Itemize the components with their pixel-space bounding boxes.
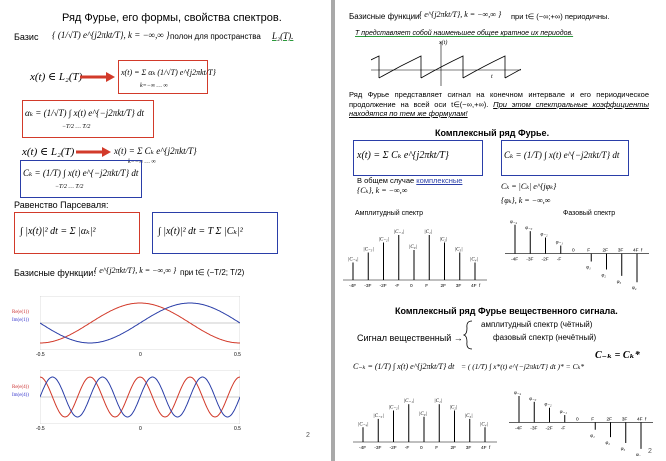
spectrum-line-label: |C₂| — [439, 237, 448, 243]
plot2-ylabel-im: Im(e(4)) — [12, 393, 29, 398]
page-title: Ряд Фурье, его формы, свойства спектров. — [62, 12, 282, 24]
spectrum-tick-label: 0 — [576, 417, 579, 423]
spectrum-line-label: φ₂ — [601, 273, 607, 279]
plot1-xtick-left: -0.5 — [36, 352, 45, 358]
plot1-ylabel-im: Im(e(1)) — [12, 318, 29, 323]
basis-functions-formula: { e^{j2πkt/T}, k = −∞,∞ } — [94, 266, 177, 275]
amplitude-spectrum-label: Амплитудный спектр — [355, 210, 424, 217]
spectrum-tick-label: -2F — [379, 284, 387, 289]
spectrum-line-label: φ₃ — [616, 279, 622, 285]
period-note: T представляет собой наименьшее общее кратное их периодов. — [355, 30, 574, 37]
basis-complete-text: полон для пространства — [170, 32, 261, 41]
spectrum-line-label: |C₀| — [409, 245, 417, 250]
periodic-signal-plot — [371, 40, 521, 86]
basis-functions-tail: при t∈ (−∞;+∞) периодичны. — [511, 12, 610, 21]
complex-formula-2: Cₖ = (1/T) ∫ x(t) e^{−j2πkt/T} dt — [504, 150, 620, 160]
plot1-ylabel-re: Re(e(1)) — [12, 310, 29, 315]
spectrum-tick-label: -F — [560, 426, 566, 432]
real-signal-label: Сигнал вещественный → — [357, 333, 463, 343]
plot1-xtick-mid: 0 — [139, 352, 142, 358]
amp-even-label — [481, 320, 592, 329]
spectrum-line-label: |C₋₃| — [363, 247, 374, 253]
spectrum-line-label: |C₋₃| — [373, 413, 384, 419]
phase-spectrum-chart-real — [505, 386, 655, 456]
formula-alpha-series: x(t) = Σ αₖ (1/√T) e^{j2πkt/T} — [121, 68, 216, 77]
spectrum-line-label: φ₋₃ — [529, 396, 537, 402]
spectrum-tick-label: 0 — [420, 446, 423, 451]
spectrum-tick-label: 3F — [465, 446, 472, 451]
spectrum-tick-label: 4F — [633, 248, 639, 254]
spectrum-line-label: |C₋₁| — [403, 399, 415, 405]
spectrum-line-label: φ₄ — [636, 452, 641, 456]
spectrum-line-label: |C₋₂| — [388, 405, 399, 411]
formula-alpha-coef-limits: −T/2 … T/2 — [62, 124, 91, 130]
parseval-formula-2: ∫ |x(t)|² dt = T Σ |Cₖ|² — [158, 226, 243, 237]
parseval-formula-1: ∫ |x(t)|² dt = Σ |αₖ|² — [20, 226, 96, 237]
signal-label: x(t) — [439, 40, 448, 46]
spectrum-tick-label: f — [489, 446, 491, 451]
spectrum-tick-label: F — [425, 284, 429, 289]
signal-curve — [371, 56, 521, 78]
spectrum-line-label: φ₋₄ — [514, 390, 522, 396]
formula-box-alpha-coef — [22, 100, 154, 138]
spectrum-tick-label: -F — [394, 284, 400, 289]
red-arrow-1 — [80, 71, 116, 83]
signal-axis-label: t — [491, 74, 493, 80]
spectrum-tick-label: -F — [556, 257, 562, 263]
spectrum-tick-label: -3F — [530, 426, 538, 432]
general-case-text: В общем случае — [357, 176, 415, 185]
basis-functions-label-r: Базисные функции: — [349, 12, 422, 21]
complex-word: комплексные — [416, 176, 463, 185]
amp-even-text: амплитудный спектр (чётный) — [481, 320, 593, 329]
spectrum-line-label: |C₁| — [434, 399, 443, 405]
spectrum-line-label: φ₋₁ — [559, 410, 567, 416]
spectrum-tick-label: -3F — [526, 257, 534, 263]
complex-formula-1: x(t) = Σ Cₖ e^{j2πkt/T} — [357, 150, 449, 161]
spectrum-tick-label: -3F — [364, 284, 372, 289]
spectrum-tick-label: 0 — [410, 284, 413, 289]
spectrum-tick-label: 4F — [637, 417, 643, 423]
spectrum-line-label: φ₋₂ — [544, 402, 552, 408]
amplitude-spectrum-chart — [339, 218, 489, 290]
spectrum-tick-label: 2F — [602, 248, 609, 254]
spectrum-tick-label: F — [587, 248, 591, 254]
left-page — [0, 0, 331, 461]
spectrum-tick-label: -2F — [545, 426, 553, 432]
basis-functions-formula-r: { e^{j2πkt/T}, k = −∞,∞ } — [419, 10, 502, 19]
spectrum-line-label: φ₋₁ — [555, 240, 563, 246]
spectrum-tick-label: F — [435, 446, 439, 451]
basis-functions-range: при t∈ (−T/2; T/2) — [180, 268, 245, 277]
spectrum-line-label: |C₀| — [419, 411, 427, 417]
spectrum-line-label: |C₄| — [480, 422, 488, 428]
formula-box-c-coef — [20, 160, 142, 198]
plot2-ylabel-re: Re(e(4)) — [12, 385, 29, 390]
phase-spectrum-label: Фазовый спектр — [563, 210, 616, 217]
spectrum-tick-label: 2F — [606, 417, 613, 423]
spectrum-tick-label: 3F — [621, 417, 628, 423]
red-arrow-2 — [76, 146, 112, 158]
paragraph-1 — [349, 90, 649, 119]
spectrum-line-label: φ₋₄ — [510, 219, 518, 225]
spectrum-tick-label: -2F — [389, 446, 397, 451]
space-label: L₂(T). — [272, 31, 294, 41]
real-formula-1: C₋ₖ = (1/T) ∫ x(t) e^{j2πkt/T} dt — [353, 362, 455, 371]
spectrum-tick-label: 4F — [471, 284, 477, 289]
spectrum-tick-label: f — [645, 417, 647, 423]
phi-set: {φₖ}, k = −∞,∞ — [501, 196, 551, 205]
phase-spectrum-chart — [501, 214, 651, 290]
ck-set: {Cₖ}, k = −∞,∞ — [357, 186, 408, 195]
spectrum-line-label: |C₄| — [470, 257, 478, 263]
formula-c-coef: Cₖ = (1/T) ∫ x(t) e^{−j2πkt/T} dt — [23, 168, 139, 178]
page-number-right: 2 — [648, 448, 652, 455]
real-formula-3: C₋ₖ = Cₖ* — [595, 350, 640, 361]
spectrum-tick-label: -4F — [515, 426, 523, 432]
spectrum-line-label: φ₃ — [620, 446, 626, 452]
brace-icon — [463, 320, 473, 350]
basis-formula: { (1/√T) e^{j2πkt/T}, k = −∞,∞ } — [52, 30, 170, 40]
page-number-left: 2 — [306, 432, 310, 439]
right-page — [335, 0, 666, 461]
spectrum-line-label: |C₋₄| — [358, 422, 369, 428]
spectrum-tick-label: -4F — [511, 257, 519, 263]
spectrum-tick-label: 2F — [440, 284, 447, 289]
spectrum-line-label: φ₁ — [590, 433, 595, 439]
spectrum-line-label: φ₋₂ — [540, 232, 548, 238]
spectrum-line-label: |C₋₂| — [378, 237, 389, 243]
basis-functions-label: Базисные функции: — [14, 268, 96, 278]
spectrum-tick-label: F — [591, 417, 595, 423]
phase-odd-text: фазовый спектр (нечётный) — [493, 333, 597, 342]
spectrum-tick-label: 3F — [617, 248, 624, 254]
plot-basis-k1 — [40, 296, 240, 350]
spectrum-line-label: |C₋₄| — [348, 257, 359, 263]
paragraph-1-italic: При этом спектральные коэффициенты находятся по тем же формулам! — [349, 99, 649, 118]
amplitude-spectrum-chart-real — [349, 388, 499, 452]
phase-odd-label — [493, 333, 596, 342]
general-case — [357, 176, 462, 185]
complex-series-title: Комплексный ряд Фурье. — [435, 128, 550, 138]
plot2-xtick-mid: 0 — [139, 426, 142, 432]
spectrum-line-label: φ₂ — [605, 441, 611, 447]
formula-alpha-series-limits: k=−∞ … ∞ — [140, 83, 168, 89]
plot1-xtick-right: 0.5 — [234, 352, 241, 358]
spectrum-tick-label: -F — [404, 446, 410, 451]
formula-alpha-coef: αₖ = (1/√T) ∫ x(t) e^{−j2πkt/T} dt — [25, 108, 145, 118]
spectrum-line-label: φ₋₃ — [525, 226, 533, 232]
spectrum-line-label: |C₃| — [454, 247, 463, 253]
formula-x-in-l2-2: x(t) ∈ L₂(T) — [22, 146, 75, 158]
real-formula-2: = ( (1/T) ∫ x*(t) e^{−j2πkt/T} dt )* = Cₖ* — [461, 362, 585, 371]
formula-x-in-l2: x(t) ∈ L₂(T) — [30, 71, 83, 83]
formula-c-coef-limits: −T/2 … T/2 — [55, 184, 84, 190]
spectrum-line-label: |C₋₁| — [393, 230, 405, 235]
formula-c-series: x(t) = Σ Cₖ e^{j2πkt/T} — [114, 146, 197, 156]
spectrum-tick-label: 3F — [455, 284, 462, 289]
parseval-label: Равенство Парсеваля: — [14, 200, 109, 210]
spectrum-tick-label: f — [641, 248, 643, 254]
spectrum-tick-label: 0 — [572, 248, 575, 254]
real-signal-title: Комплексный ряд Фурье вещественного сигнала. — [395, 306, 618, 316]
spectrum-tick-label: 4F — [481, 446, 487, 451]
basis-label: Базис — [14, 32, 39, 42]
spectrum-tick-label: -3F — [374, 446, 382, 451]
spectrum-line-label: |C₂| — [449, 405, 458, 411]
spectrum-tick-label: -2F — [541, 257, 549, 263]
ck-polar: Cₖ = |Cₖ| e^{jφₖ} — [501, 182, 557, 191]
spectrum-tick-label: -4F — [359, 446, 367, 451]
spectrum-line-label: φ₁ — [586, 265, 591, 271]
spectrum-tick-label: -4F — [349, 284, 357, 289]
formula-c-series-limits: k=−∞ … ∞ — [128, 159, 156, 165]
plot-basis-k4 — [40, 370, 240, 424]
paragraph-1-text: Ряд Фурье представляет сигнал на конечном интервале и его периодическое продолжение на всей оси t∈(−∞,+∞). — [349, 90, 649, 109]
spectrum-line-label: |C₁| — [424, 230, 433, 235]
plot2-xtick-right: 0.5 — [234, 426, 241, 432]
spectrum-line-label: φ₄ — [632, 286, 637, 290]
plot2-xtick-left: -0.5 — [36, 426, 45, 432]
spectrum-tick-label: 2F — [450, 446, 457, 451]
spectrum-line-label: |C₃| — [464, 413, 473, 419]
spectrum-tick-label: f — [479, 284, 481, 289]
